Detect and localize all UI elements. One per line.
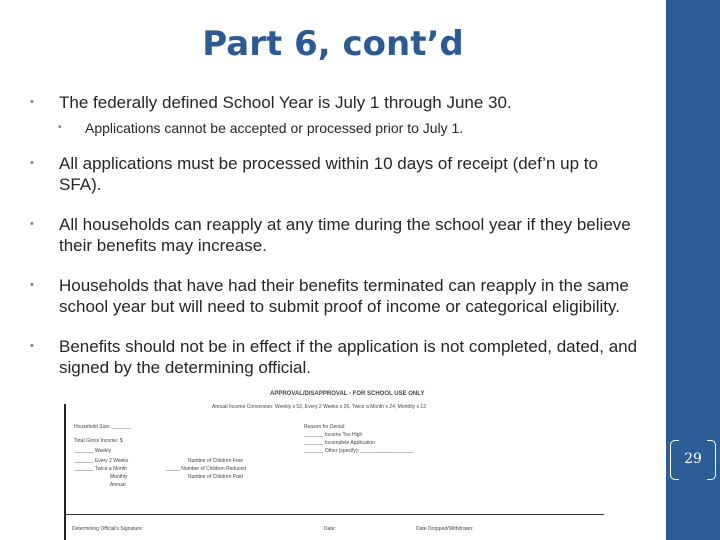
form-children-free: Number of Children Free (188, 458, 244, 464)
page-number-badge (670, 440, 716, 478)
bullet-terminated: • Households that have had their benefits terminated can reapply in the same school year but will need to submit proof of income or categorical eligibility. (28, 275, 638, 317)
form-reason-incomplete: _______ Incomplete Application (304, 440, 375, 446)
form-monthly: Monthly (110, 474, 128, 480)
form-annual: Annual (110, 482, 126, 488)
form-left-border (64, 404, 66, 540)
bullet-list (28, 92, 638, 397)
sub-bullet-july: • Applications cannot be accepted or processed prior to July 1. (28, 119, 638, 137)
form-signature-line (64, 514, 604, 515)
slide-title: Part 6, cont’d (202, 24, 464, 64)
form-sig-date: Date: (324, 526, 336, 532)
form-reason: Reason for Denial: (304, 424, 346, 430)
approval-form-image (64, 386, 604, 540)
bullet-processing: • All applications must be processed within 10 days of receipt (def’n up to SFA). (28, 153, 638, 195)
bullet-signed: • Benefits should not be in effect if the application is not completed, dated, and signed by the determining official. (28, 336, 638, 378)
form-weekly: _______ Weekly (74, 448, 112, 454)
right-bracket (707, 440, 716, 480)
form-reason-other: _______ Other (specify): ___________________ (304, 448, 414, 454)
bullet-school-year: • The federally defined School Year is July 1 through June 30. (28, 92, 638, 113)
bullet-reapply: • All households can reapply at any time during the school year if they believe their benefits may increase. (28, 214, 638, 256)
form-every-2-weeks: _______ Every 2 Weeks (74, 458, 129, 464)
form-sig-official: Determining Official's Signature: (72, 526, 144, 532)
form-sig-dropped: Date Dropped/Withdrawn: (416, 526, 474, 532)
form-twice-month: _______ Twice a Month (74, 466, 128, 472)
form-children-reduced: _____ Number of Children Reduced (166, 466, 247, 472)
form-household-size: Household Size: _______ (74, 424, 132, 430)
form-total-income: Total Gross Income: $ (74, 438, 123, 444)
form-conversion: Annual Income Conversion: Weekly x 52, Every 2 Weeks x 26, Twice a Month x 24, Monthly x 12 (212, 404, 426, 410)
form-children-paid: Number of Children Paid (188, 474, 243, 480)
form-reason-income: _______ Income Too High (304, 432, 363, 438)
form-heading: APPROVAL/DISAPPROVAL - FOR SCHOOL USE ONLY (270, 391, 425, 397)
page-number: 29 (684, 451, 702, 467)
